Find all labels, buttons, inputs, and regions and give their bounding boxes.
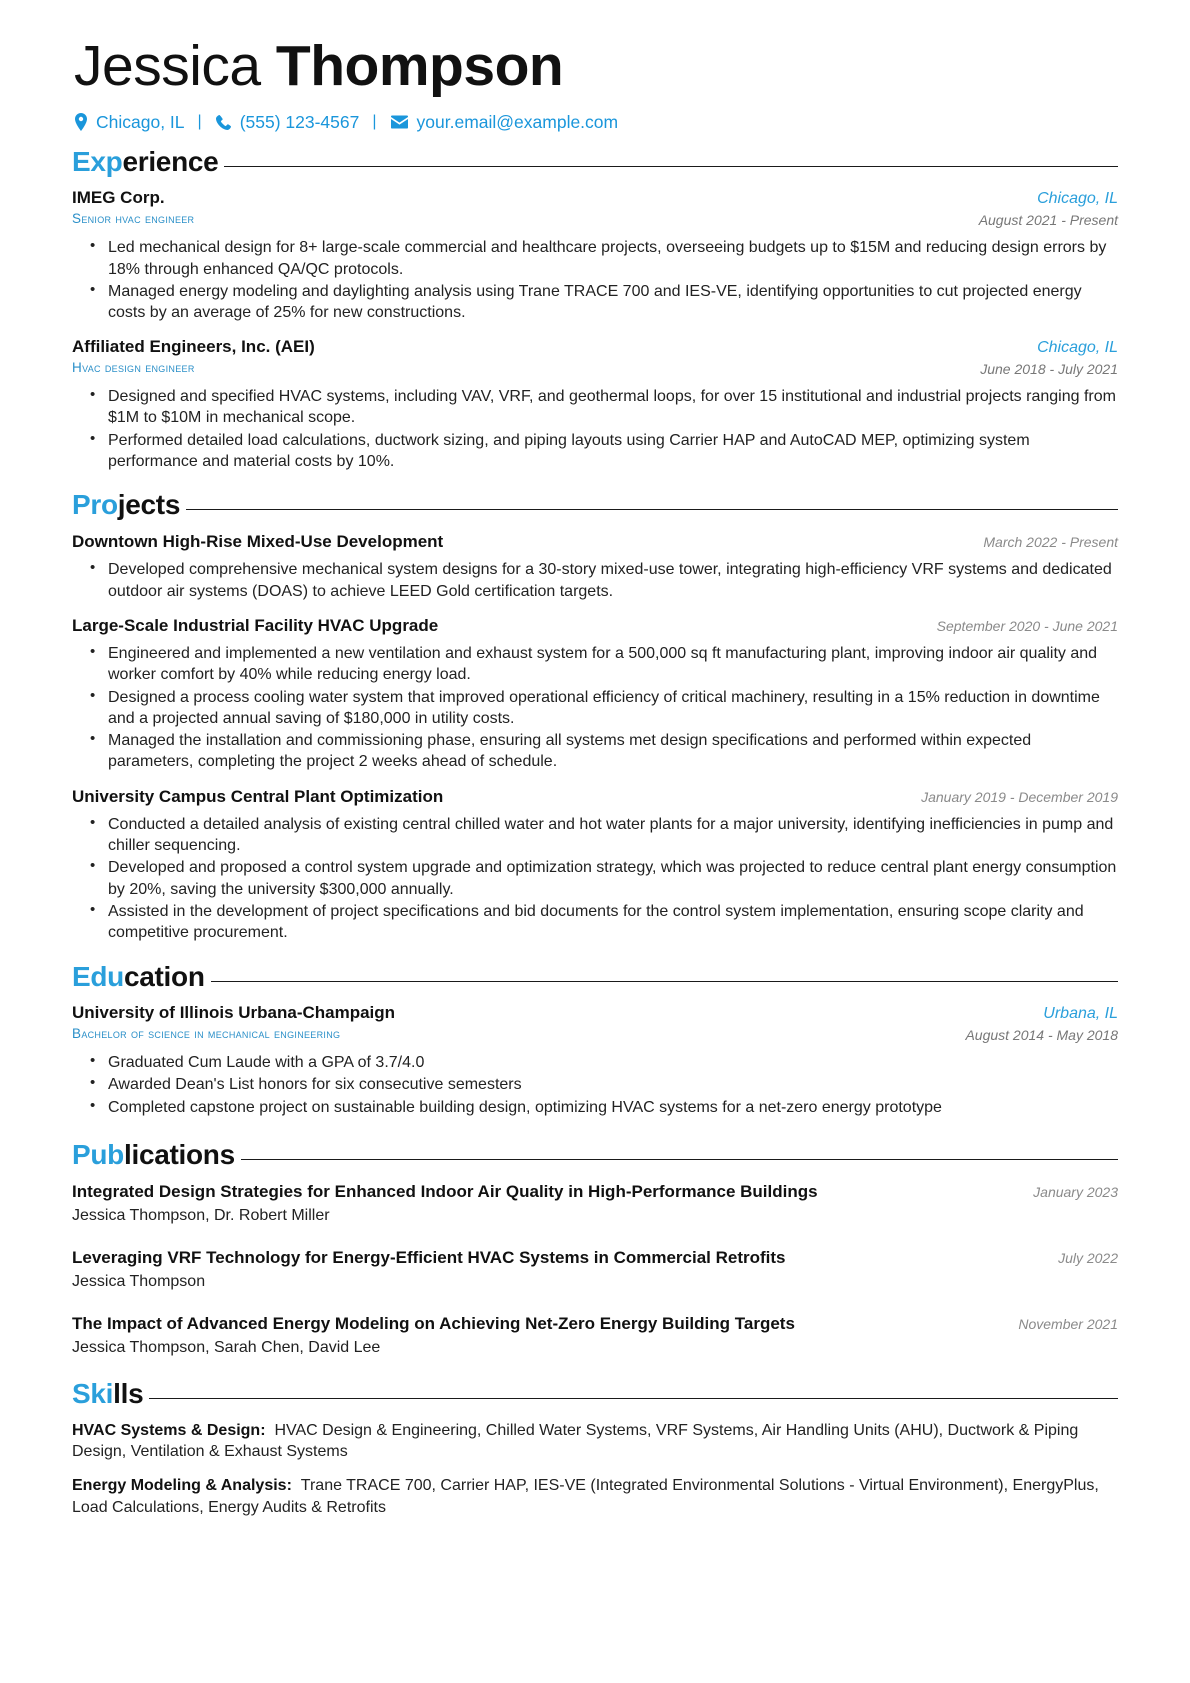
- contact-email-text: your.email@example.com: [416, 111, 619, 132]
- publication-authors: Jessica Thompson: [72, 1273, 206, 1291]
- contact-separator-1: |: [197, 113, 202, 131]
- experience-role: Senior hvac engineer: [72, 210, 195, 226]
- education-school: University of Illinois Urbana-Champaign: [72, 1003, 396, 1023]
- publication-entry: [72, 1247, 1118, 1293]
- experience-entry: [72, 336, 1118, 472]
- publication-title: The Impact of Advanced Energy Modeling on Achieving Net-Zero Energy Building Targets: [72, 1313, 795, 1333]
- contact-phone[interactable]: [215, 112, 360, 133]
- publication-title: Leveraging VRF Technology for Energy-Efficient HVAC Systems in Commercial Retrofits: [72, 1247, 786, 1267]
- experience-bullets: [72, 237, 1118, 323]
- publication-authors: Jessica Thompson, Sarah Chen, David Lee: [72, 1339, 381, 1357]
- page-title: [74, 36, 1118, 98]
- section-title-skills: [72, 1379, 143, 1410]
- contact-email[interactable]: [390, 112, 619, 133]
- project-entry: [72, 531, 1118, 602]
- list-item: • Managed energy modeling and daylighting analysis using Trane TRACE 700 and IES-VE, identifying opportunities to cut projected energy costs by an average of 25% for new constructions.: [106, 281, 1118, 324]
- section-header-projects: [72, 490, 1118, 521]
- publication-entry: [72, 1313, 1118, 1359]
- section-title-experience: [72, 147, 218, 178]
- list-item: • Developed and proposed a control system upgrade and optimization strategy, which was projected to reduce central plant energy consumption by 20%, saving the university $300,000 annually.: [106, 857, 1118, 900]
- list-item: • Engineered and implemented a new ventilation and exhaust system for a 500,000 sq ft manufacturing plant, improving indoor air quality and worker comfort by 40% while reducing energy load.: [106, 643, 1118, 686]
- section-skills: [72, 1379, 1118, 1518]
- project-bullets: [72, 643, 1118, 773]
- experience-role: Hvac design engineer: [72, 359, 195, 375]
- project-bullets: [72, 559, 1118, 602]
- section-rule: [224, 166, 1118, 167]
- education-degree: Bachelor of science in mechanical engineering: [72, 1025, 341, 1041]
- project-name: Downtown High-Rise Mixed-Use Development: [72, 532, 444, 552]
- section-header-experience: [72, 147, 1118, 178]
- section-title-highlight: Pub: [72, 1139, 124, 1170]
- skill-items: HVAC Design & Engineering, Chilled Water Systems, VRF Systems, Air Handling Units (AHU), Ductwork & Piping Design, Ventilation & Exhaust Systems: [72, 1421, 1079, 1461]
- experience-org: IMEG Corp.: [72, 188, 165, 208]
- experience-org: Affiliated Engineers, Inc. (AEI): [72, 337, 315, 357]
- skill-category: HVAC Systems & Design:: [72, 1421, 266, 1439]
- section-rule: [211, 981, 1118, 982]
- project-name: Large-Scale Industrial Facility HVAC Upgrade: [72, 615, 439, 635]
- project-date: March 2022 - Present: [983, 534, 1118, 551]
- map-pin-icon: [74, 113, 88, 131]
- contact-line: [74, 112, 1118, 133]
- list-item: • Designed a process cooling water system that improved operational efficiency of critical machinery, resulting in a 15% reduction in downtime and a projected annual saving of $180,000 in utility costs.: [106, 687, 1118, 730]
- project-bullets: [72, 814, 1118, 944]
- experience-location: Chicago, IL: [1037, 339, 1118, 357]
- list-item: • Assisted in the development of project specifications and bid documents for the control system implementation, ensuring scope clarity and competitive procurement.: [106, 901, 1118, 944]
- project-entry: [72, 615, 1118, 773]
- list-item: • Led mechanical design for 8+ large-scale commercial and healthcare projects, overseeing budgets up to $15M and reducing design errors by 18% through enhanced QA/QC protocols.: [106, 237, 1118, 280]
- section-header-publications: [72, 1140, 1118, 1171]
- section-header-skills: [72, 1379, 1118, 1410]
- first-name: Jessica: [74, 34, 261, 98]
- education-date: August 2014 - May 2018: [965, 1027, 1118, 1044]
- section-title-education: [72, 962, 205, 993]
- publication-date: November 2021: [1018, 1315, 1118, 1332]
- project-name: University Campus Central Plant Optimization: [72, 786, 444, 806]
- section-title-rest: lications: [123, 1139, 235, 1170]
- contact-phone-text: (555) 123-4567: [239, 111, 360, 132]
- section-title-highlight: Exp: [72, 145, 123, 177]
- experience-entry: [72, 187, 1118, 323]
- contact-separator-2: |: [372, 113, 377, 131]
- section-title-publications: [72, 1140, 235, 1171]
- section-education: [72, 962, 1118, 1118]
- project-entry: [72, 786, 1118, 944]
- list-item: • Developed comprehensive mechanical system designs for a 30-story mixed-use tower, integrating high-efficiency VRF systems and dedicated outdoor air systems (DOAS) to achieve LEED Gold certification targets.: [106, 559, 1118, 602]
- contact-location-text: Chicago, IL: [96, 111, 185, 132]
- section-experience: [72, 147, 1118, 473]
- list-item: • Managed the installation and commissioning phase, ensuring all systems met design specifications and performed within expected parameters, completing the project 2 weeks ahead of schedule.: [106, 730, 1118, 773]
- publication-title: Integrated Design Strategies for Enhanced Indoor Air Quality in High-Performance Buildings: [72, 1181, 818, 1201]
- section-title-highlight: Ski: [72, 1377, 114, 1409]
- section-title-highlight: Pro: [72, 489, 118, 521]
- envelope-icon: [390, 115, 409, 129]
- skill-category: Energy Modeling & Analysis:: [72, 1476, 292, 1494]
- section-header-education: [72, 962, 1118, 993]
- education-bullets: [72, 1052, 1118, 1118]
- list-item: • Conducted a detailed analysis of existing central chilled water and hot water plants for a major university, identifying inefficiencies in pump and chiller sequencing.: [106, 814, 1118, 857]
- list-item: • Completed capstone project on sustainable building design, optimizing HVAC systems for a net-zero energy prototype: [106, 1097, 1118, 1118]
- publication-date: July 2022: [1058, 1249, 1118, 1266]
- publication-date: January 2023: [1033, 1183, 1118, 1200]
- experience-bullets: [72, 386, 1118, 472]
- education-location: Urbana, IL: [1043, 1005, 1118, 1023]
- contact-location: [74, 112, 185, 133]
- last-name: Thompson: [275, 34, 564, 98]
- education-entry: [72, 1002, 1118, 1118]
- section-title-projects: [72, 490, 180, 521]
- list-item: • Graduated Cum Laude with a GPA of 3.7/4.0: [106, 1052, 1118, 1073]
- project-date: January 2019 - December 2019: [921, 788, 1118, 805]
- section-title-rest: cation: [123, 960, 205, 992]
- publication-authors: Jessica Thompson, Dr. Robert Miller: [72, 1207, 330, 1225]
- publication-entry: [72, 1181, 1118, 1227]
- section-projects: [72, 490, 1118, 943]
- section-rule: [186, 509, 1118, 510]
- section-title-rest: erience: [122, 145, 219, 177]
- experience-date: August 2021 - Present: [978, 212, 1118, 229]
- list-item: • Awarded Dean's List honors for six consecutive semesters: [106, 1074, 1118, 1095]
- list-item: • Performed detailed load calculations, ductwork sizing, and piping layouts using Carrier HAP and AutoCAD MEP, optimizing system performance and material costs by 10%.: [106, 430, 1118, 473]
- list-item: • Designed and specified HVAC systems, including VAV, VRF, and geothermal loops, for over 15 institutional and industrial projects ranging from $1M to $10M in mechanical scope.: [106, 386, 1118, 429]
- experience-location: Chicago, IL: [1037, 190, 1118, 208]
- experience-date: June 2018 - July 2021: [980, 361, 1118, 378]
- section-title-highlight: Edu: [72, 960, 124, 992]
- section-rule: [149, 1398, 1118, 1399]
- skill-group: [72, 1475, 1118, 1518]
- project-date: September 2020 - June 2021: [936, 617, 1118, 634]
- section-rule: [241, 1159, 1118, 1160]
- phone-icon: [215, 114, 232, 131]
- skill-items: Trane TRACE 700, Carrier HAP, IES-VE (Integrated Environmental Solutions - Virtual Environment), EnergyPlus, Load Calculations, Energy Audits & Retrofits: [72, 1476, 1099, 1516]
- section-title-rest: jects: [117, 489, 181, 521]
- section-publications: [72, 1140, 1118, 1359]
- skill-group: [72, 1420, 1118, 1463]
- section-title-rest: lls: [113, 1377, 144, 1409]
